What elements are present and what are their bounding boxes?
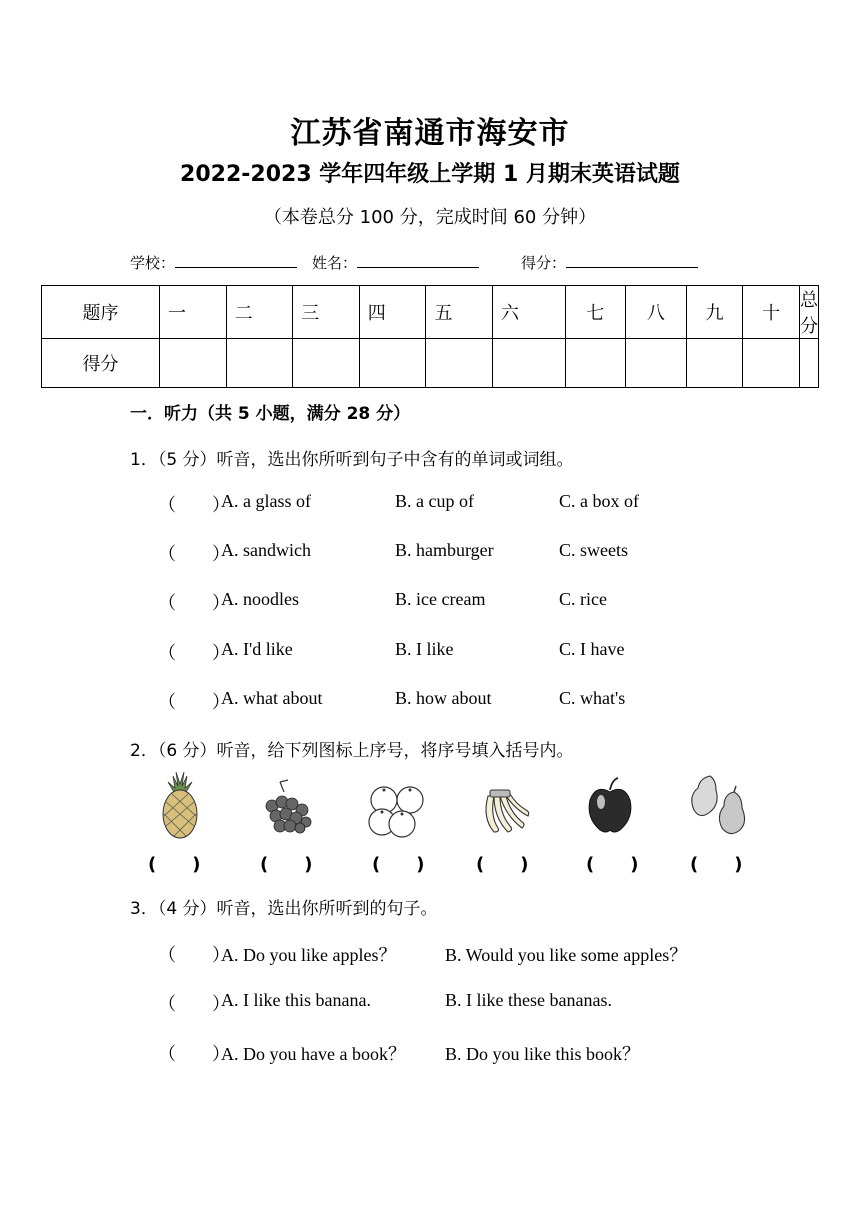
score-table-header-row <box>42 286 819 339</box>
answer-paren[interactable]: （ ） <box>158 994 230 1014</box>
list-item <box>158 941 838 965</box>
question-3-stem: 3．（4 分）听音，选出你所听到的句子。 <box>130 899 438 919</box>
option-c: C. I have <box>559 639 625 659</box>
picture-row <box>140 770 760 880</box>
list-item <box>158 1040 838 1064</box>
option-c: C. rice <box>559 589 607 609</box>
option-a: A. sandwich <box>221 540 311 560</box>
school-blank[interactable] <box>175 253 297 268</box>
list-item <box>158 540 838 564</box>
option-a: A. I'd like <box>221 639 293 659</box>
apple-icon <box>570 770 650 842</box>
option-a: A. I like this banana. <box>221 990 371 1010</box>
answer-paren[interactable]: （ ） <box>158 495 230 515</box>
picture-answer-paren[interactable]: ( ) <box>690 854 743 875</box>
question-2-stem: 2．（6 分）听音，给下列图标上序号，将序号填入括号内。 <box>130 741 574 761</box>
picture-answer-paren[interactable]: ( ) <box>476 854 529 875</box>
table-header-cell: 五 <box>426 286 493 339</box>
table-header-cell: 二 <box>226 286 293 339</box>
table-row-label: 得分 <box>42 339 160 388</box>
answer-paren[interactable]: （ ） <box>158 1044 230 1064</box>
score-cell[interactable] <box>226 339 293 388</box>
table-header-cell: 六 <box>492 286 565 339</box>
option-b: B. I like these bananas. <box>445 990 612 1010</box>
table-header-cell: 三 <box>293 286 360 339</box>
exam-note: （本卷总分 100 分，完成时间 60 分钟） <box>263 207 597 228</box>
score-cell[interactable] <box>426 339 493 388</box>
pineapple-icon <box>140 770 220 842</box>
school-label: 学校： <box>130 254 176 272</box>
picture-answer-paren[interactable]: ( ) <box>260 854 313 875</box>
score-cell[interactable] <box>160 339 227 388</box>
answer-paren[interactable]: （ ） <box>158 643 230 663</box>
option-b: B. I like <box>395 639 454 659</box>
table-header-cell: 四 <box>359 286 426 339</box>
pears-icon <box>680 770 760 842</box>
option-b: B. a cup of <box>395 491 474 511</box>
score-field <box>521 252 698 273</box>
score-blank[interactable] <box>566 253 698 268</box>
option-c: C. sweets <box>559 540 628 560</box>
option-a: A. noodles <box>221 589 299 609</box>
score-table-score-row <box>42 339 819 388</box>
option-a: A. Do you like apples？ <box>221 945 397 965</box>
score-table <box>41 285 819 388</box>
section-title: 一．听力（共 5 小题，满分 28 分） <box>130 404 411 424</box>
picture-answer-paren[interactable]: ( ) <box>372 854 425 875</box>
option-a: A. what about <box>221 688 323 708</box>
page-title: 江苏省南通市海安市 <box>290 116 570 151</box>
answer-paren[interactable]: （ ） <box>158 692 230 712</box>
option-c: C. a box of <box>559 491 639 511</box>
score-cell[interactable] <box>359 339 426 388</box>
option-a: A. Do you have a book？ <box>221 1044 406 1064</box>
bananas-icon <box>464 770 544 842</box>
name-blank[interactable] <box>357 253 479 268</box>
table-header-cell: 一 <box>160 286 227 339</box>
option-a: A. a glass of <box>221 491 311 511</box>
school-field <box>130 252 297 273</box>
score-cell[interactable] <box>800 339 819 388</box>
table-header-cell: 八 <box>626 286 687 339</box>
answer-paren[interactable]: （ ） <box>158 945 230 965</box>
score-cell[interactable] <box>686 339 743 388</box>
score-cell[interactable] <box>626 339 687 388</box>
list-item <box>158 589 838 613</box>
score-cell[interactable] <box>565 339 626 388</box>
list-item <box>158 639 838 663</box>
option-b: B. Do you like this book？ <box>445 1044 641 1064</box>
table-header-cell: 十 <box>743 286 800 339</box>
option-b: B. Would you like some apples？ <box>445 945 688 965</box>
answer-paren[interactable]: （ ） <box>158 544 230 564</box>
option-c: C. what's <box>559 688 626 708</box>
oranges-icon <box>358 770 438 842</box>
list-item <box>158 688 838 712</box>
picture-answer-paren[interactable]: ( ) <box>148 854 201 875</box>
table-header-cell: 总分 <box>800 286 819 339</box>
list-item <box>158 491 838 515</box>
picture-answer-paren[interactable]: ( ) <box>586 854 639 875</box>
name-field <box>312 252 479 273</box>
exam-subtitle: 2022-2023 学年四年级上学期 1 月期末英语试题 <box>180 162 680 187</box>
score-cell[interactable] <box>293 339 360 388</box>
option-b: B. how about <box>395 688 492 708</box>
answer-paren[interactable]: （ ） <box>158 593 230 613</box>
table-header-cell: 题序 <box>42 286 160 339</box>
table-header-cell: 七 <box>565 286 626 339</box>
list-item <box>158 990 838 1014</box>
question-1-stem: 1．（5 分）听音，选出你所听到句子中含有的单词或词组。 <box>130 450 574 470</box>
grapes-icon <box>246 770 326 842</box>
score-label: 得分： <box>521 254 567 272</box>
score-cell[interactable] <box>743 339 800 388</box>
score-cell[interactable] <box>492 339 565 388</box>
name-label: 姓名： <box>312 254 358 272</box>
option-b: B. hamburger <box>395 540 494 560</box>
table-header-cell: 九 <box>686 286 743 339</box>
option-b: B. ice cream <box>395 589 486 609</box>
